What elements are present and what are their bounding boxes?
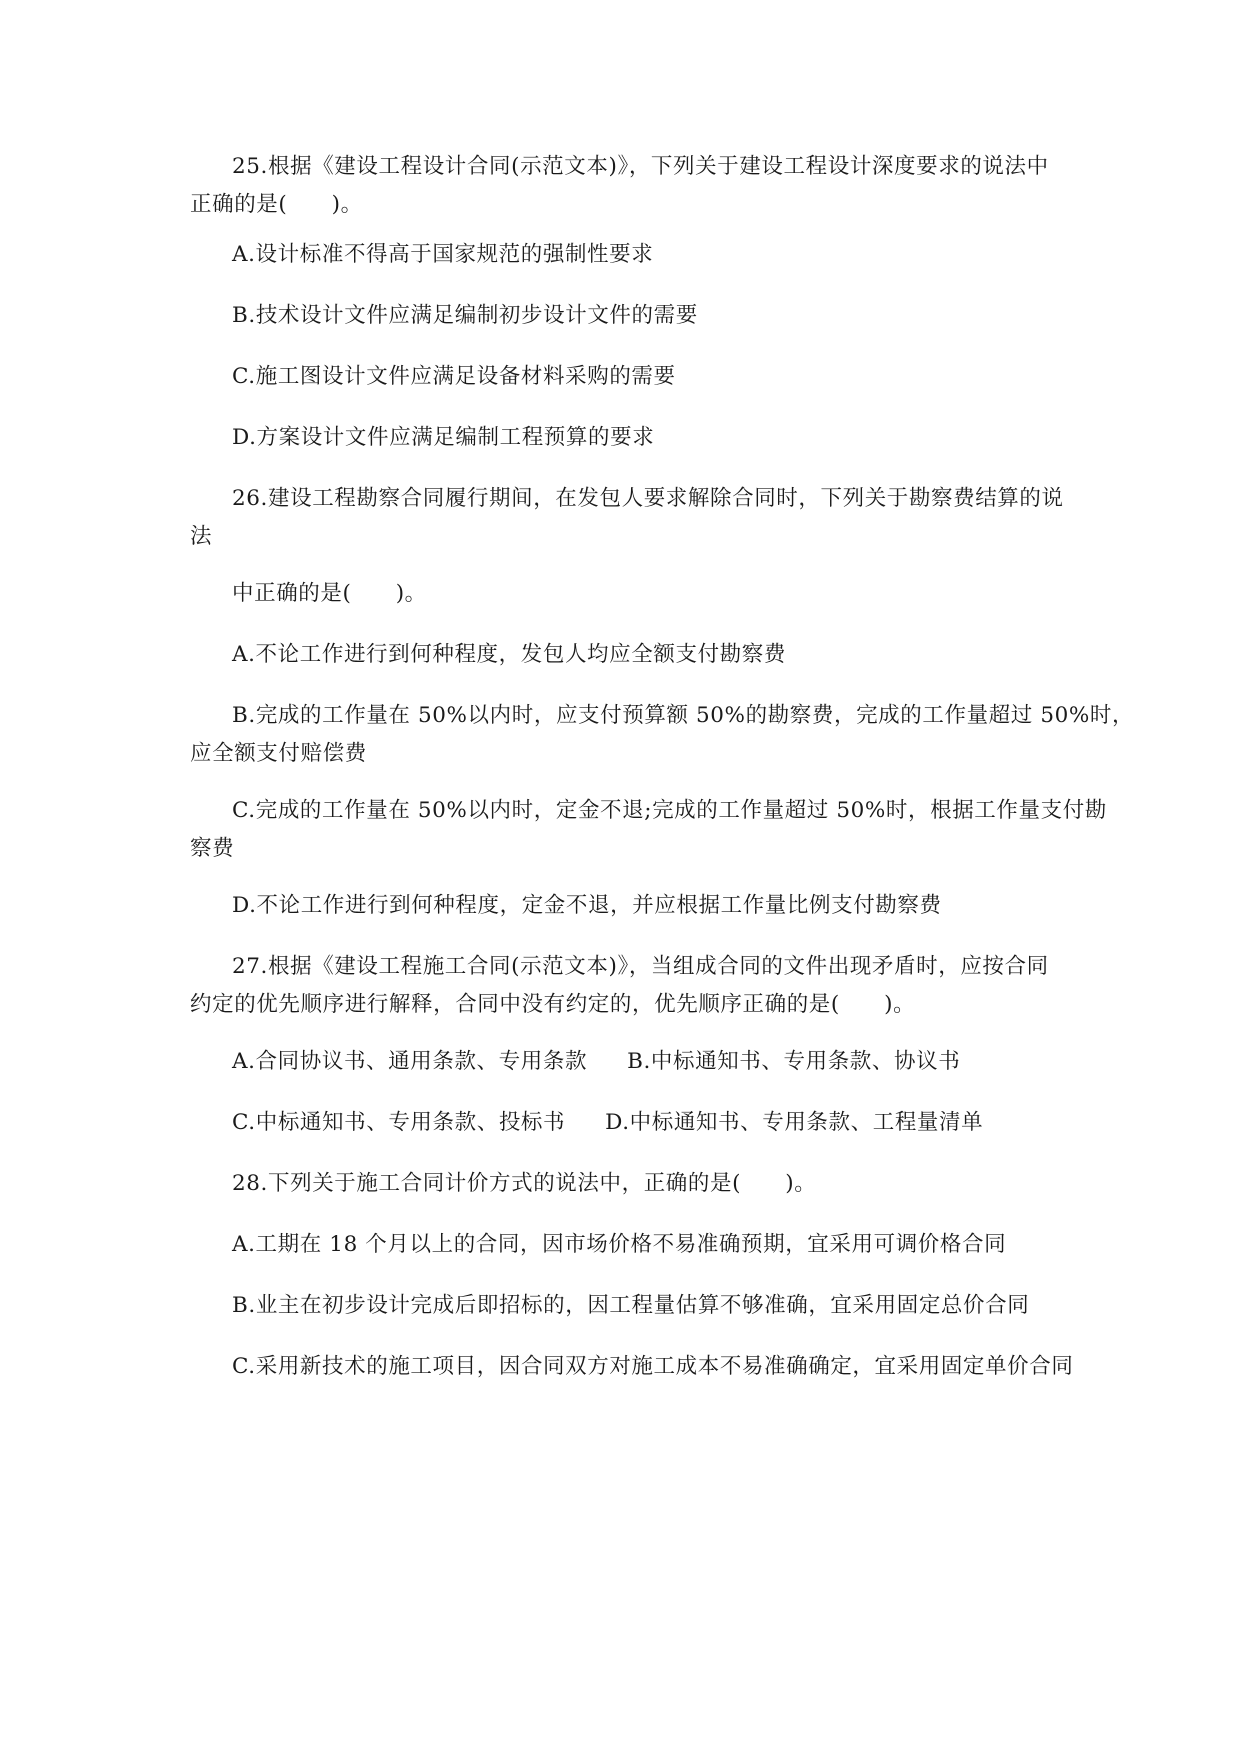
question-27-stem-line1: 27.根据《建设工程施工合同(示范文本)》，当组成合同的文件出现矛盾时，应按合同 bbox=[232, 954, 1049, 979]
question-26-option-c bbox=[190, 792, 1107, 868]
question-26-option-c-line1: C.完成的工作量在 50%以内时，定金不退;完成的工作量超过 50%时，根据工作量支付勘 bbox=[232, 798, 1107, 823]
question-26-option-c-line2: 察费 bbox=[190, 836, 235, 861]
question-26-option-b-line1: B.完成的工作量在 50%以内时，应支付预算额 50%的勘察费，完成的工作量超过 50%时， bbox=[232, 703, 1135, 728]
question-27-options-ab bbox=[190, 1043, 1102, 1081]
question-27-stem-line2: 约定的优先顺序进行解释，合同中没有约定的，优先顺序正确的是( )。 bbox=[190, 992, 916, 1017]
question-25-option-d: D.方案设计文件应满足编制工程预算的要求 bbox=[232, 425, 655, 450]
question-25-stem bbox=[190, 148, 1060, 224]
question-25-stem-line2: 正确的是( )。 bbox=[190, 192, 363, 217]
question-25-option-a: A.设计标准不得高于国家规范的强制性要求 bbox=[232, 242, 654, 267]
question-25-option-b: B.技术设计文件应满足编制初步设计文件的需要 bbox=[232, 303, 698, 328]
question-28-option-a: A.工期在 18 个月以上的合同，因市场价格不易准确预期，宜采用可调价格合同 bbox=[232, 1232, 1007, 1257]
question-26-option-b bbox=[190, 697, 1135, 773]
question-27-option-c: C.中标通知书、专用条款、投标书 bbox=[232, 1110, 566, 1135]
question-27-option-d: D.中标通知书、专用条款、工程量清单 bbox=[605, 1110, 984, 1135]
question-25-stem-line1: 25.根据《建设工程设计合同(示范文本)》，下列关于建设工程设计深度要求的说法中 bbox=[232, 154, 1049, 179]
question-27-options-cd bbox=[190, 1104, 1102, 1142]
question-26-stem bbox=[190, 480, 1064, 556]
question-28-stem: 28.下列关于施工合同计价方式的说法中，正确的是( )。 bbox=[232, 1171, 817, 1196]
question-25-option-c: C.施工图设计文件应满足设备材料采购的需要 bbox=[232, 364, 676, 389]
question-26-option-d: D.不论工作进行到何种程度，定金不退，并应根据工作量比例支付勘察费 bbox=[232, 893, 942, 918]
question-27-option-a: A.合同协议书、通用条款、专用条款 bbox=[232, 1049, 588, 1074]
question-28-option-b: B.业主在初步设计完成后即招标的，因工程量估算不够准确，宜采用固定总价合同 bbox=[232, 1293, 1030, 1318]
question-27-stem bbox=[190, 948, 1060, 1024]
question-27-option-b: B.中标通知书、专用条款、协议书 bbox=[627, 1049, 961, 1074]
question-28-option-c: C.采用新技术的施工项目，因合同双方对施工成本不易准确确定，宜采用固定单价合同 bbox=[232, 1354, 1074, 1379]
question-26-stem-line3: 中正确的是( )。 bbox=[232, 581, 427, 606]
question-26-stem-line1: 26.建设工程勘察合同履行期间，在发包人要求解除合同时，下列关于勘察费结算的说 bbox=[232, 486, 1064, 511]
question-26-stem-line2: 法 bbox=[190, 524, 213, 549]
question-26-option-b-line2: 应全额支付赔偿费 bbox=[190, 741, 367, 766]
question-26-option-a: A.不论工作进行到何种程度，发包人均应全额支付勘察费 bbox=[232, 642, 786, 667]
